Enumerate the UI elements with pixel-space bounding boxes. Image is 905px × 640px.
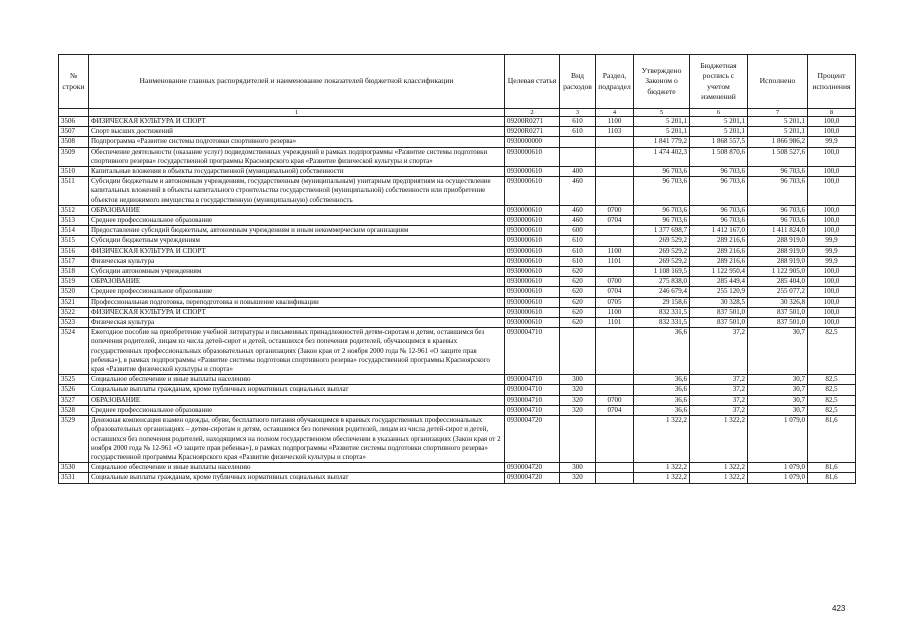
row-number: 3531 <box>59 473 89 483</box>
row-name: Среднее профессиональное образование <box>89 405 505 415</box>
row-expense-type: 620 <box>560 297 596 307</box>
page-number: 423 <box>832 604 846 613</box>
row-approved-amount: 5 201,1 <box>634 127 690 137</box>
row-number: 3521 <box>59 297 89 307</box>
table-row <box>59 473 856 483</box>
header-target: Целевая статья <box>505 55 560 109</box>
row-section <box>596 167 634 177</box>
row-approved-amount: 96 703,6 <box>634 167 690 177</box>
row-target-article: 09200R0271 <box>505 117 560 127</box>
column-number: 2 <box>505 109 560 117</box>
row-executed-amount: 1 079,0 <box>748 416 808 463</box>
row-percent: 100,0 <box>808 287 856 297</box>
row-percent: 100,0 <box>808 226 856 236</box>
row-percent: 82,5 <box>808 375 856 385</box>
row-number: 3515 <box>59 236 89 246</box>
row-executed-amount: 30 326,8 <box>748 297 808 307</box>
column-number: 5 <box>634 109 690 117</box>
row-section: 0700 <box>596 395 634 405</box>
table-header-row <box>59 55 856 109</box>
row-target-article: 0930004720 <box>505 416 560 463</box>
table-row <box>59 385 856 395</box>
row-expense-type: 400 <box>560 167 596 177</box>
row-name: Физическая культура <box>89 318 505 328</box>
row-executed-amount: 1 411 824,0 <box>748 226 808 236</box>
row-budget-schedule-amount: 1 122 950,4 <box>690 267 748 277</box>
row-executed-amount: 837 501,0 <box>748 318 808 328</box>
row-section <box>596 177 634 206</box>
header-budget-schedule: Бюджетная роспись с учетом изменений <box>690 55 748 109</box>
row-budget-schedule-amount: 5 201,1 <box>690 117 748 127</box>
row-executed-amount: 1 079,0 <box>748 473 808 483</box>
row-expense-type: 610 <box>560 236 596 246</box>
row-target-article: 0930000610 <box>505 177 560 206</box>
row-name: Социальное обеспечение и иные выплаты населению <box>89 463 505 473</box>
row-section: 1100 <box>596 117 634 127</box>
row-percent: 99,9 <box>808 236 856 246</box>
row-percent: 100,0 <box>808 127 856 137</box>
row-expense-type: 320 <box>560 395 596 405</box>
table-row <box>59 405 856 415</box>
row-percent: 100,0 <box>808 177 856 206</box>
row-expense-type: 610 <box>560 256 596 266</box>
row-target-article: 0930004710 <box>505 375 560 385</box>
table-row <box>59 205 856 215</box>
row-section <box>596 267 634 277</box>
row-executed-amount: 285 404,0 <box>748 277 808 287</box>
row-section: 0704 <box>596 405 634 415</box>
row-section: 0704 <box>596 216 634 226</box>
row-number: 3525 <box>59 375 89 385</box>
table-row <box>59 236 856 246</box>
row-expense-type <box>560 137 596 147</box>
row-executed-amount: 288 919,0 <box>748 256 808 266</box>
row-number: 3508 <box>59 137 89 147</box>
row-executed-amount: 30,7 <box>748 328 808 375</box>
table-body <box>59 117 856 484</box>
row-name: Предоставление субсидий бюджетным, автономным учреждениям и иным некоммерческим организациям <box>89 226 505 236</box>
row-section <box>596 236 634 246</box>
header-section: Раздел, подраздел <box>596 55 634 109</box>
row-section: 0704 <box>596 287 634 297</box>
row-percent: 100,0 <box>808 307 856 317</box>
row-section: 1101 <box>596 318 634 328</box>
row-expense-type: 320 <box>560 473 596 483</box>
table-row <box>59 127 856 137</box>
row-name: Социальные выплаты гражданам, кроме публичных нормативных социальных выплат <box>89 473 505 483</box>
row-percent: 100,0 <box>808 147 856 166</box>
row-name: Спорт высших достижений <box>89 127 505 137</box>
row-approved-amount: 269 529,2 <box>634 236 690 246</box>
row-number: 3512 <box>59 205 89 215</box>
row-budget-schedule-amount: 1 868 557,5 <box>690 137 748 147</box>
row-executed-amount: 5 201,1 <box>748 117 808 127</box>
row-target-article: 0930004710 <box>505 385 560 395</box>
header-row-no: № строки <box>59 55 89 109</box>
row-target-article: 0930000610 <box>505 216 560 226</box>
row-percent: 82,5 <box>808 385 856 395</box>
row-executed-amount: 5 201,1 <box>748 127 808 137</box>
row-percent: 99,9 <box>808 256 856 266</box>
row-section: 0700 <box>596 205 634 215</box>
row-section: 1100 <box>596 307 634 317</box>
row-percent: 100,0 <box>808 277 856 287</box>
row-section <box>596 375 634 385</box>
row-executed-amount: 1 079,0 <box>748 463 808 473</box>
row-percent: 99,9 <box>808 137 856 147</box>
row-target-article: 0930000610 <box>505 167 560 177</box>
table-row <box>59 137 856 147</box>
row-percent: 99,9 <box>808 246 856 256</box>
row-section: 1101 <box>596 256 634 266</box>
column-number: 6 <box>690 109 748 117</box>
table-row <box>59 256 856 266</box>
header-executed: Исполнено <box>748 55 808 109</box>
row-percent: 82,5 <box>808 405 856 415</box>
row-name: Среднее профессиональное образование <box>89 216 505 226</box>
row-section <box>596 137 634 147</box>
row-percent: 100,0 <box>808 117 856 127</box>
row-percent: 100,0 <box>808 318 856 328</box>
row-percent: 100,0 <box>808 216 856 226</box>
row-number: 3518 <box>59 267 89 277</box>
row-budget-schedule-amount: 96 703,6 <box>690 216 748 226</box>
row-number: 3517 <box>59 256 89 266</box>
row-number: 3509 <box>59 147 89 166</box>
row-number: 3514 <box>59 226 89 236</box>
row-executed-amount: 255 077,2 <box>748 287 808 297</box>
row-target-article: 0930000610 <box>505 256 560 266</box>
table-row <box>59 267 856 277</box>
row-budget-schedule-amount: 96 703,6 <box>690 205 748 215</box>
row-budget-schedule-amount: 37,2 <box>690 375 748 385</box>
row-expense-type: 600 <box>560 226 596 236</box>
row-name: Социальные выплаты гражданам, кроме публичных нормативных социальных выплат <box>89 385 505 395</box>
row-percent: 82,5 <box>808 328 856 375</box>
row-number: 3530 <box>59 463 89 473</box>
row-executed-amount: 96 703,6 <box>748 216 808 226</box>
row-name: Профессиональная подготовка, переподготовка и повышение квалификации <box>89 297 505 307</box>
row-target-article: 0930000610 <box>505 307 560 317</box>
row-percent: 81,6 <box>808 416 856 463</box>
row-number: 3519 <box>59 277 89 287</box>
row-budget-schedule-amount: 837 501,0 <box>690 318 748 328</box>
row-budget-schedule-amount: 1 322,2 <box>690 463 748 473</box>
row-approved-amount: 1 841 779,2 <box>634 137 690 147</box>
row-approved-amount: 1 322,2 <box>634 473 690 483</box>
row-number: 3524 <box>59 328 89 375</box>
row-name: ОБРАЗОВАНИЕ <box>89 205 505 215</box>
row-section: 1103 <box>596 127 634 137</box>
row-name: Среднее профессиональное образование <box>89 287 505 297</box>
row-budget-schedule-amount: 1 412 167,0 <box>690 226 748 236</box>
row-approved-amount: 96 703,6 <box>634 216 690 226</box>
row-budget-schedule-amount: 37,2 <box>690 395 748 405</box>
row-target-article: 0930000610 <box>505 205 560 215</box>
table-row <box>59 177 856 206</box>
row-number: 3507 <box>59 127 89 137</box>
column-number: 8 <box>808 109 856 117</box>
row-expense-type: 610 <box>560 246 596 256</box>
row-approved-amount: 1 322,2 <box>634 463 690 473</box>
table-row <box>59 328 856 375</box>
row-name: Обеспечение деятельности (оказание услуг) подведомственных учреждений в рамках подпрограммы «Развитие системы подготовки спортивного резерва» государственной программы Красноярского края «Развитие физической культуры и спорта» <box>89 147 505 166</box>
row-percent: 100,0 <box>808 205 856 215</box>
budget-table <box>58 54 856 484</box>
row-budget-schedule-amount: 37,2 <box>690 385 748 395</box>
row-name: Ежегодное пособие на приобретение учебной литературы и письменных принадлежностей детям-сиротам и детям, оставшимся без попечения родителей, лицам из числа детей-сирот и детей, оставшихся без попечения родителей, обучающимся в краевых государственных профессиональных образовательных организациях (Закон края от 2 ноября 2000 года № 12-961 «О защите прав ребенка»), в рамках подпрограммы «Развитие системы подготовки спортивного резерва» государственной программы Красноярского края «Развитие физической культуры и спорта» <box>89 328 505 375</box>
row-executed-amount: 96 703,6 <box>748 205 808 215</box>
row-name: ОБРАЗОВАНИЕ <box>89 277 505 287</box>
row-executed-amount: 288 919,0 <box>748 236 808 246</box>
row-percent: 100,0 <box>808 167 856 177</box>
row-executed-amount: 1 122 905,0 <box>748 267 808 277</box>
row-section <box>596 226 634 236</box>
row-approved-amount: 36,6 <box>634 375 690 385</box>
row-name: Капитальные вложения в объекты государственной (муниципальной) собственности <box>89 167 505 177</box>
row-target-article: 0930004710 <box>505 328 560 375</box>
row-name: ФИЗИЧЕСКАЯ КУЛЬТУРА И СПОРТ <box>89 307 505 317</box>
table-row <box>59 287 856 297</box>
row-name: Подпрограмма «Развитие системы подготовки спортивного резерва» <box>89 137 505 147</box>
table-row <box>59 246 856 256</box>
row-section <box>596 328 634 375</box>
row-target-article: 0930004710 <box>505 395 560 405</box>
row-target-article: 0930000610 <box>505 267 560 277</box>
row-name: ФИЗИЧЕСКАЯ КУЛЬТУРА И СПОРТ <box>89 246 505 256</box>
column-number <box>59 109 89 117</box>
table-row <box>59 216 856 226</box>
row-approved-amount: 1 377 698,7 <box>634 226 690 236</box>
table-row <box>59 167 856 177</box>
row-approved-amount: 832 331,5 <box>634 307 690 317</box>
row-target-article: 0930000610 <box>505 147 560 166</box>
row-name: Физическая культура <box>89 256 505 266</box>
row-number: 3528 <box>59 405 89 415</box>
table-row <box>59 318 856 328</box>
row-percent: 81,6 <box>808 473 856 483</box>
table-row <box>59 307 856 317</box>
row-budget-schedule-amount: 1 322,2 <box>690 416 748 463</box>
row-approved-amount: 1 322,2 <box>634 416 690 463</box>
row-approved-amount: 275 838,0 <box>634 277 690 287</box>
row-executed-amount: 30,7 <box>748 405 808 415</box>
row-number: 3522 <box>59 307 89 317</box>
row-budget-schedule-amount: 837 501,0 <box>690 307 748 317</box>
column-number-row <box>59 109 856 117</box>
row-budget-schedule-amount: 255 120,9 <box>690 287 748 297</box>
header-percent: Процент исполнения <box>808 55 856 109</box>
column-number: 1 <box>89 109 505 117</box>
row-target-article: 0930000610 <box>505 297 560 307</box>
table-row <box>59 416 856 463</box>
row-budget-schedule-amount: 1 322,2 <box>690 473 748 483</box>
row-approved-amount: 29 158,6 <box>634 297 690 307</box>
row-expense-type: 610 <box>560 127 596 137</box>
row-expense-type: 460 <box>560 177 596 206</box>
header-approved: Утверждено Законом о бюджете <box>634 55 690 109</box>
row-budget-schedule-amount: 37,2 <box>690 328 748 375</box>
row-name: Субсидии бюджетным учреждениям <box>89 236 505 246</box>
row-name: Социальное обеспечение и иные выплаты населению <box>89 375 505 385</box>
row-executed-amount: 1 866 986,2 <box>748 137 808 147</box>
row-section <box>596 463 634 473</box>
row-executed-amount: 837 501,0 <box>748 307 808 317</box>
row-expense-type: 320 <box>560 405 596 415</box>
row-section <box>596 147 634 166</box>
row-target-article: 0930000610 <box>505 277 560 287</box>
row-number: 3529 <box>59 416 89 463</box>
row-approved-amount: 96 703,6 <box>634 205 690 215</box>
row-executed-amount: 30,7 <box>748 395 808 405</box>
row-budget-schedule-amount: 289 216,6 <box>690 256 748 266</box>
row-expense-type: 620 <box>560 267 596 277</box>
row-expense-type: 320 <box>560 385 596 395</box>
row-budget-schedule-amount: 30 328,5 <box>690 297 748 307</box>
row-approved-amount: 269 529,2 <box>634 246 690 256</box>
row-expense-type: 300 <box>560 375 596 385</box>
row-percent: 81,6 <box>808 463 856 473</box>
row-expense-type <box>560 147 596 166</box>
row-approved-amount: 36,6 <box>634 385 690 395</box>
header-name: Наименование главных распорядителей и наименование показателей бюджетной классификации <box>89 55 505 109</box>
row-target-article: 0930004720 <box>505 463 560 473</box>
row-name: Субсидии бюджетным и автономным учреждениям, государственным (муниципальным) унитарным предприятиям на осуществление капитальных вложений в объекты капитального строительства государственной (муниципальной) собственности или приобретение объектов недвижимого имущества в государственную (муниципальную) собственность <box>89 177 505 206</box>
row-number: 3523 <box>59 318 89 328</box>
row-number: 3510 <box>59 167 89 177</box>
row-percent: 100,0 <box>808 267 856 277</box>
row-name: ФИЗИЧЕСКАЯ КУЛЬТУРА И СПОРТ <box>89 117 505 127</box>
row-approved-amount: 832 331,5 <box>634 318 690 328</box>
row-number: 3513 <box>59 216 89 226</box>
row-approved-amount: 36,6 <box>634 405 690 415</box>
row-name: Субсидии автономным учреждениям <box>89 267 505 277</box>
column-number: 4 <box>596 109 634 117</box>
row-expense-type: 610 <box>560 117 596 127</box>
row-number: 3506 <box>59 117 89 127</box>
row-section <box>596 473 634 483</box>
row-number: 3526 <box>59 385 89 395</box>
row-executed-amount: 30,7 <box>748 385 808 395</box>
row-expense-type: 620 <box>560 287 596 297</box>
row-budget-schedule-amount: 37,2 <box>690 405 748 415</box>
column-number: 3 <box>560 109 596 117</box>
row-number: 3520 <box>59 287 89 297</box>
row-target-article: 0930000610 <box>505 287 560 297</box>
row-budget-schedule-amount: 289 216,6 <box>690 236 748 246</box>
header-expense-type: Вид расходов <box>560 55 596 109</box>
row-approved-amount: 36,6 <box>634 328 690 375</box>
row-approved-amount: 269 529,2 <box>634 256 690 266</box>
column-number: 7 <box>748 109 808 117</box>
row-executed-amount: 288 919,0 <box>748 246 808 256</box>
row-approved-amount: 246 679,4 <box>634 287 690 297</box>
row-expense-type: 300 <box>560 463 596 473</box>
table-row <box>59 395 856 405</box>
row-executed-amount: 96 703,6 <box>748 167 808 177</box>
row-budget-schedule-amount: 5 201,1 <box>690 127 748 137</box>
row-expense-type: 460 <box>560 216 596 226</box>
table-row <box>59 117 856 127</box>
row-section <box>596 416 634 463</box>
row-number: 3527 <box>59 395 89 405</box>
row-approved-amount: 36,6 <box>634 395 690 405</box>
table-row <box>59 375 856 385</box>
row-section <box>596 385 634 395</box>
row-number: 3516 <box>59 246 89 256</box>
row-approved-amount: 96 703,6 <box>634 177 690 206</box>
row-target-article: 0930004720 <box>505 473 560 483</box>
row-approved-amount: 5 201,1 <box>634 117 690 127</box>
row-executed-amount: 1 508 527,6 <box>748 147 808 166</box>
row-percent: 82,5 <box>808 395 856 405</box>
row-budget-schedule-amount: 1 508 870,6 <box>690 147 748 166</box>
row-expense-type: 620 <box>560 318 596 328</box>
row-budget-schedule-amount: 285 449,4 <box>690 277 748 287</box>
row-executed-amount: 30,7 <box>748 375 808 385</box>
table-row <box>59 277 856 287</box>
row-name: ОБРАЗОВАНИЕ <box>89 395 505 405</box>
row-approved-amount: 1 474 402,3 <box>634 147 690 166</box>
row-target-article: 0930000610 <box>505 226 560 236</box>
row-target-article: 0930000610 <box>505 318 560 328</box>
row-executed-amount: 96 703,6 <box>748 177 808 206</box>
row-number: 3511 <box>59 177 89 206</box>
table-row <box>59 297 856 307</box>
row-expense-type: 460 <box>560 205 596 215</box>
row-name: Денежная компенсация взамен одежды, обуви, бесплатного питания обучающимся в краевых государственных профессиональных образовательных организациях – детям-сиротам и детям, оставшимся без попечения родителей, лицам из числа детей-сирот и детей, оставшихся без попечения родителей, находящимся на полном государственном обеспечении в указанных организациях (Закон края от 2 ноября 2000 года № 12-961 «О защите прав ребенка»), в рамках подпрограммы «Развитие системы подготовки спортивного резерва» государственной программы Красноярского края «Развитие физической культуры и спорта» <box>89 416 505 463</box>
row-target-article: 0930004710 <box>505 405 560 415</box>
row-expense-type <box>560 328 596 375</box>
row-expense-type <box>560 416 596 463</box>
table-row <box>59 463 856 473</box>
row-section: 0700 <box>596 277 634 287</box>
table-row <box>59 226 856 236</box>
row-budget-schedule-amount: 96 703,6 <box>690 167 748 177</box>
row-target-article: 0930000610 <box>505 246 560 256</box>
row-target-article: 0930000610 <box>505 236 560 246</box>
row-section: 1100 <box>596 246 634 256</box>
row-section: 0705 <box>596 297 634 307</box>
row-target-article: 0930000000 <box>505 137 560 147</box>
row-target-article: 09200R0271 <box>505 127 560 137</box>
row-budget-schedule-amount: 289 216,6 <box>690 246 748 256</box>
row-expense-type: 620 <box>560 307 596 317</box>
table-row <box>59 147 856 166</box>
row-budget-schedule-amount: 96 703,6 <box>690 177 748 206</box>
row-percent: 100,0 <box>808 297 856 307</box>
row-approved-amount: 1 108 169,5 <box>634 267 690 277</box>
row-expense-type: 620 <box>560 277 596 287</box>
